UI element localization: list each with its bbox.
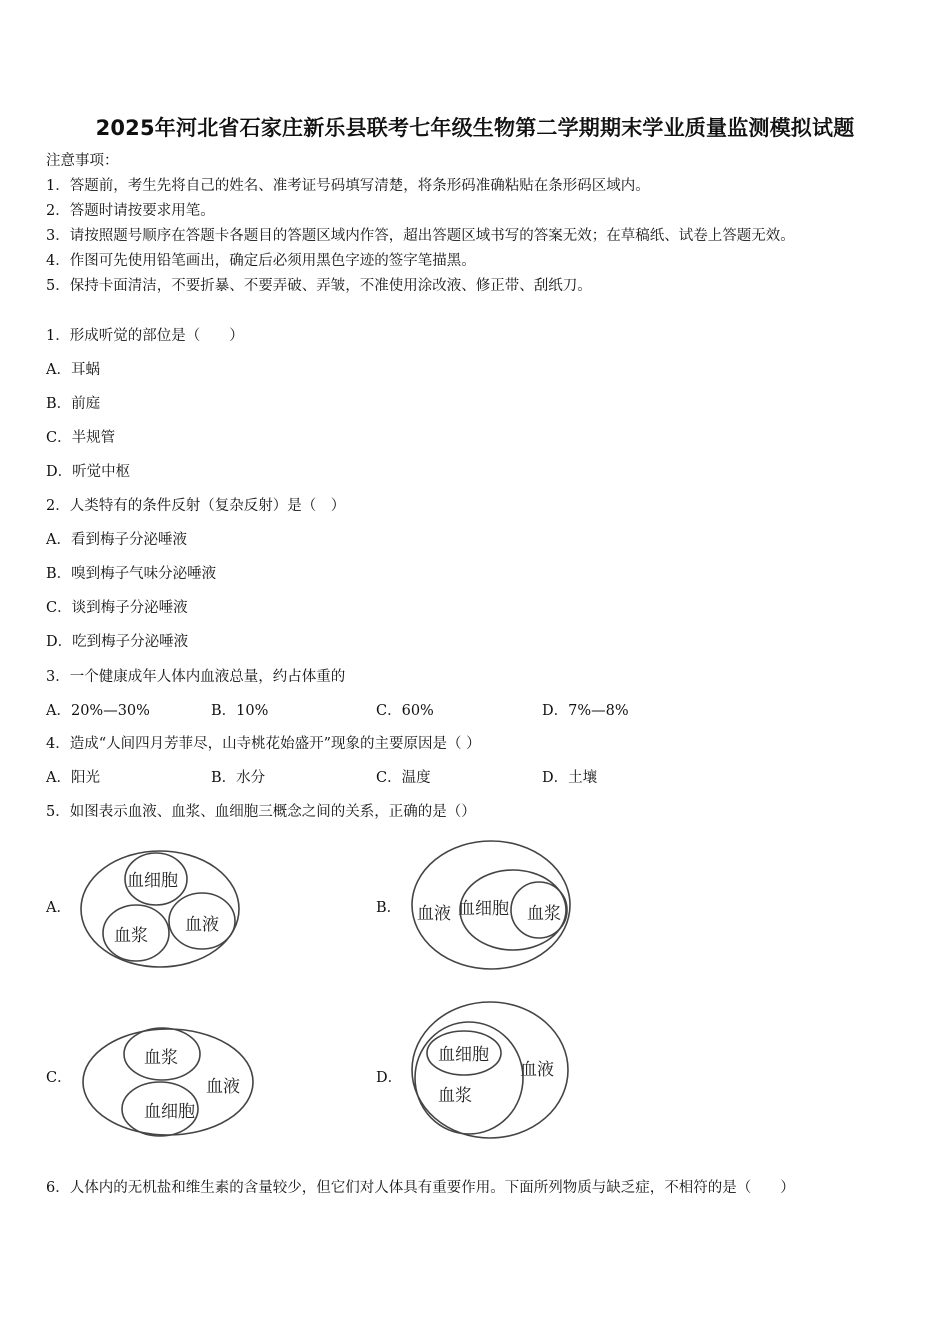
- option-5b: B．: [376, 900, 402, 916]
- label-blood: 血液: [417, 904, 451, 924]
- venn-diagram-a: [78, 848, 243, 972]
- notice-item: 5．保持卡面清洁，不要折暴、不要弄破、弄皱，不准使用涂改液、修正带、刮纸刀。: [46, 278, 592, 294]
- question-stem-2: 2．人类特有的条件反射（复杂反射）是（ ）: [46, 498, 346, 514]
- notice-heading: 注意事项：: [46, 153, 119, 169]
- label-blood-cells: 血细胞: [438, 1045, 489, 1065]
- option-2c: C．谈到梅子分泌唾液: [46, 600, 188, 616]
- question-stem-1: 1．形成听觉的部位是（ ）: [46, 328, 244, 344]
- option-1b: B．前庭: [46, 396, 101, 412]
- question-stem-6: 6．人体内的无机盐和维生素的含量较少，但它们对人体具有重要作用。下面所列物质与缺乏症，不相符的是（ ）: [46, 1180, 795, 1196]
- label-blood: 血液: [206, 1077, 240, 1097]
- option-3d: D．7%—8%: [542, 703, 629, 719]
- option-3b: B．10%: [211, 703, 269, 719]
- label-plasma: 血浆: [114, 926, 148, 946]
- option-2b: B．嗅到梅子气味分泌唾液: [46, 566, 217, 582]
- option-4d: D．土壤: [542, 770, 598, 786]
- outer-ellipse: [81, 851, 239, 967]
- venn-diagram-c: [80, 1025, 258, 1143]
- option-3a: A．20%—30%: [46, 703, 150, 719]
- notice-item: 1．答题前，考生先将自己的姓名、准考证号码填写清楚，将条形码准确粘贴在条形码区域内。: [46, 178, 650, 194]
- middle-ellipse: [415, 1022, 523, 1134]
- option-4a: A．阳光: [46, 770, 100, 786]
- page-title: 2025年河北省石家庄新乐县联考七年级生物第二学期期末学业质量监测模拟试题: [95, 116, 855, 140]
- option-2a: A．看到梅子分泌唾液: [46, 532, 187, 548]
- label-plasma: 血浆: [527, 904, 561, 924]
- label-plasma: 血浆: [438, 1086, 472, 1106]
- notice-item: 2．答题时请按要求用笔。: [46, 203, 215, 219]
- question-stem-4: 4．造成“人间四月芳菲尽，山寺桃花始盛开”现象的主要原因是（ ）: [46, 736, 481, 752]
- notice-item: 4．作图可先使用铅笔画出，确定后必须用黑色字迹的签字笔描黑。: [46, 253, 476, 269]
- option-4b: B．水分: [211, 770, 266, 786]
- label-blood-cells: 血细胞: [144, 1102, 195, 1122]
- venn-diagram-d: [410, 998, 574, 1144]
- option-5a: A．: [46, 900, 71, 916]
- option-1c: C．半规管: [46, 430, 116, 446]
- label-blood-cells: 血细胞: [458, 899, 509, 919]
- label-plasma: 血浆: [144, 1048, 178, 1068]
- option-4c: C．温度: [376, 770, 431, 786]
- option-3c: C．60%: [376, 703, 434, 719]
- question-stem-5: 5．如图表示血液、血浆、血细胞三概念之间的关系，正确的是（）: [46, 804, 476, 820]
- option-5c: C．: [46, 1070, 72, 1086]
- notice-item: 3．请按照题号顺序在答题卡各题目的答题区域内作答，超出答题区域书写的答案无效；在草稿纸、试卷上答题无效。: [46, 228, 795, 244]
- question-stem-3: 3．一个健康成年人体内血液总量，约占体重的: [46, 669, 346, 685]
- option-2d: D．吃到梅子分泌唾液: [46, 634, 189, 650]
- venn-diagram-b: [408, 838, 578, 974]
- option-1d: D．听觉中枢: [46, 464, 131, 480]
- option-5d: D．: [376, 1070, 403, 1086]
- label-blood-cells: 血细胞: [127, 871, 178, 891]
- option-1a: A．耳蜗: [46, 362, 100, 378]
- label-blood: 血液: [520, 1060, 554, 1080]
- label-blood: 血液: [185, 915, 219, 935]
